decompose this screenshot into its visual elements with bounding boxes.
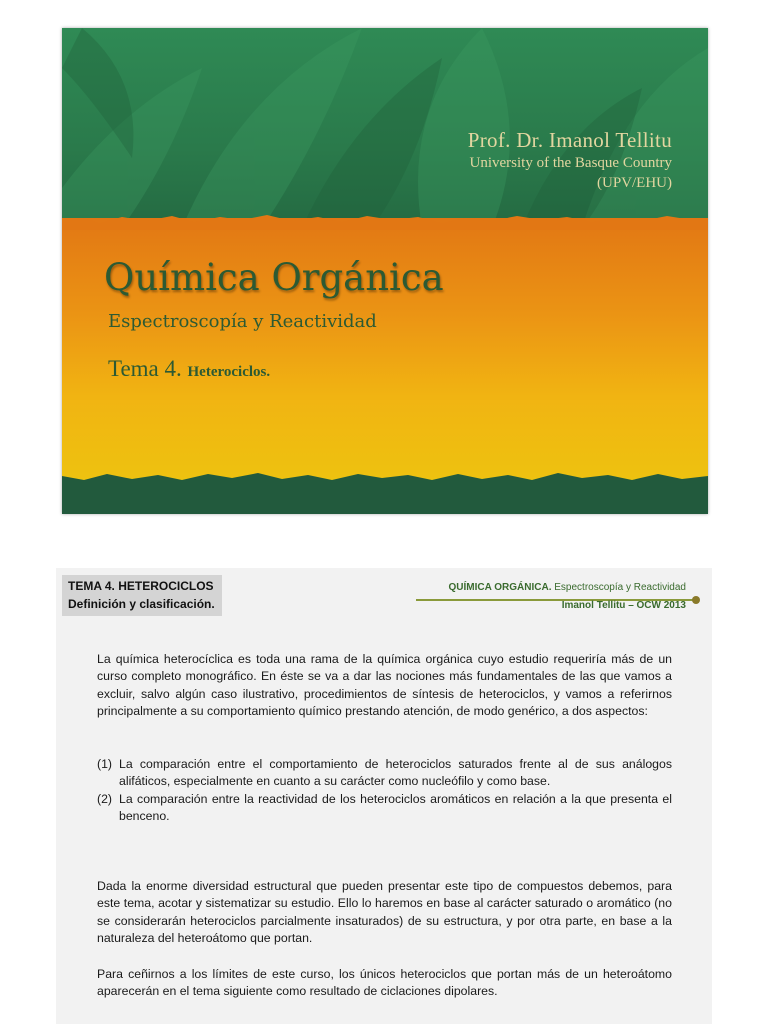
divider-dot — [692, 596, 700, 604]
course-name-rest: Espectroscopía y Reactividad — [551, 582, 686, 593]
section-header — [62, 575, 222, 616]
course-name — [449, 582, 686, 593]
section-header-subtitle: Definición y clasificación. — [68, 597, 215, 611]
paragraph-diversity: Dada la enorme diversidad estructural que pueden presentar este tipo de compuestos debemos, para este tema, acotar y sistematizar su estudio. Ello lo haremos en base al carácter saturado o aromático (no se considerarán heterociclos parcialmente insaturados) de su estructura, y por otra parte, en base a la naturaleza del heteroátomo que portan. — [97, 879, 672, 946]
section-header-title: TEMA 4. HETEROCICLOS — [68, 579, 214, 593]
tema-heading — [108, 356, 270, 382]
course-author: Imanol Tellitu – OCW 2013 — [561, 600, 686, 611]
author-name: Prof. Dr. Imanol Tellitu — [467, 128, 672, 152]
paragraph-intro: La química heterocíclica es toda una rama de la química orgánica cuyo estudio requeriría más de un curso completo monográfico. En éste se va a dar las nociones más fundamentales de las que vamos a excluir, salvo algún caso ilustrativo, procedimientos de síntesis de heterociclos, y vamos a referirnos principalmente a su comportamiento químico prestando atención, de modo genérico, a dos aspectos: — [97, 652, 672, 719]
torn-edge-bottom — [62, 468, 708, 488]
list-item — [97, 791, 672, 826]
list-item — [97, 756, 672, 791]
tema-name: Heterociclos. — [187, 364, 271, 380]
tema-label: Tema 4. — [108, 356, 182, 381]
content-slide — [56, 568, 712, 1024]
aspects-list — [97, 756, 672, 826]
university-name: University of the Basque Country — [469, 155, 672, 171]
torn-edge-top — [62, 208, 708, 230]
cover-slide — [62, 28, 708, 514]
slide-subtitle: Espectroscopía y Reactividad — [108, 311, 377, 332]
slide-title: Química Orgánica — [104, 256, 444, 299]
list-item-text: La comparación entre el comportamiento de heterociclos saturados frente al de sus análogos alifáticos, especialmente en cuanto a su carácter como nucleófilo y como base. — [119, 757, 672, 789]
course-info — [449, 582, 686, 611]
list-item-number: (1) — [97, 757, 113, 771]
author-block — [468, 128, 672, 193]
course-name-bold: QUÍMICA ORGÁNICA. — [448, 582, 552, 593]
paragraph-limits: Para ceñirnos a los límites de este curso, los únicos heterociclos que portan más de un heteroátomo aparecerán en el tema siguiente como resultado de ciclaciones dipolares. — [97, 967, 672, 999]
list-item-text: La comparación entre la reactividad de los heterociclos aromáticos en relación a la que presenta el benceno. — [119, 791, 672, 824]
list-item-number: (2) — [97, 791, 113, 806]
university-abbr: (UPV/EHU) — [597, 175, 672, 191]
